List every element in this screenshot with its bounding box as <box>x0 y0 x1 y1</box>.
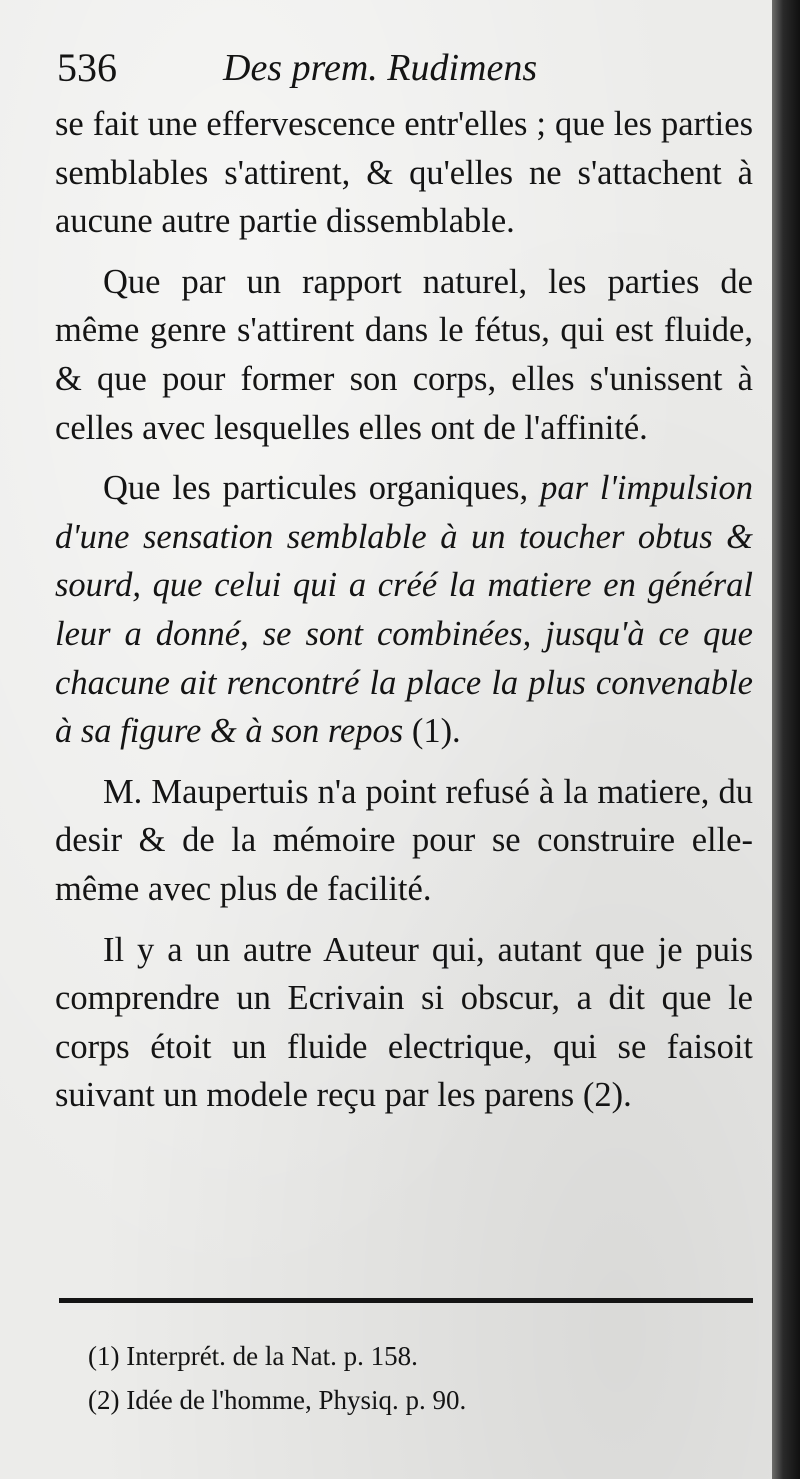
paragraph-1: se fait une effervescence entr'elles ; que les parties semblables s'attirent, & qu'elles ne s'attachent à aucune autre partie dissemblable. <box>55 105 753 241</box>
page-edge-shadow <box>772 0 800 1479</box>
footnote-ref-1: (1). <box>411 712 461 751</box>
paragraph-4: M. Maupertuis n'a point refusé à la matiere, du desir & de la mémoire pour se construire elle-même avec plus de facilité. <box>55 772 753 908</box>
page-number: 536 <box>57 45 117 90</box>
paragraph-2: Que par un rapport naturel, les parties de même genre s'attirent dans le fétus, qui est fluide, & que pour former son corps, elles s'unissent à celles avec lesquelles elles ont de l'affinité. <box>55 262 753 447</box>
paragraph-3 <box>55 464 753 756</box>
paragraph-5: Il y a un autre Auteur qui, autant que je puis comprendre un Ecrivain si obscur, a dit que le corps étoit un fluide electrique, qui se faisoit suivant un modele reçu par les parens (2). <box>55 930 753 1115</box>
footnote-2: (2) Idée de l'homme, Physiq. p. 90. <box>88 1385 467 1415</box>
footnotes <box>88 1334 688 1422</box>
footnote-rule <box>59 1298 753 1303</box>
footnote-1: (1) Interprét. de la Nat. p. 158. <box>88 1341 418 1371</box>
running-head <box>55 40 753 96</box>
paragraph-3-roman: Que les particules organiques, <box>103 469 529 508</box>
body-text <box>55 100 753 1120</box>
running-title: Des prem. Rudimens <box>223 47 538 89</box>
paragraph-3-italic: par l'impulsion d'une sensation semblable à un toucher obtus & sourd, que celui qui a créé la matiere en général leur a donné, se sont combinées, jusqu'à ce que chacune ait rencontré la place la plus convenable à sa figure & à son repos <box>55 469 753 751</box>
